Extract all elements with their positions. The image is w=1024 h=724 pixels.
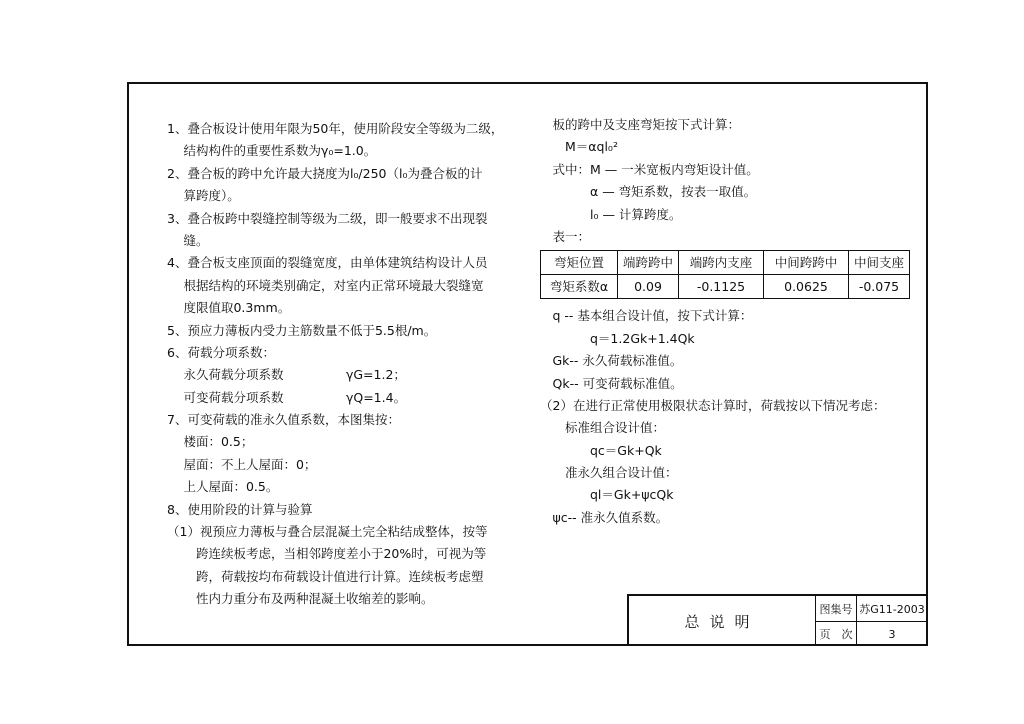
note-line: 上人屋面：0.5。: [167, 479, 279, 495]
note-line: 跨，荷载按均布荷载设计值进行计算。连续板考虑塑: [167, 568, 484, 584]
note-line: 2、叠合板的跨中允许最大挠度为l₀/250（l₀为叠合板的计: [167, 165, 483, 181]
note-line: 3、叠合板跨中裂缝控制等级为二级，即一般要求不出现裂: [167, 210, 488, 226]
note-line: （2）在进行正常使用极限状态计算时，荷载按以下情况考虑：: [540, 397, 886, 413]
table-cell: 0.09: [618, 275, 679, 299]
note-line: 式中：M — 一米宽板内弯矩设计值。: [540, 161, 759, 177]
table-header-cell: 端跨跨中: [618, 251, 679, 275]
note-line: ψc-- 准永久值系数。: [540, 509, 669, 525]
title-block: [627, 594, 927, 646]
note-line: qc＝Gk+Qk: [540, 442, 662, 458]
note-line: 跨连续板考虑，当相邻跨度差小于20%时，可视为等: [167, 546, 487, 562]
atlas-number-value: 苏G11-2003: [857, 596, 927, 622]
note-line: 度限值取0.3mm。: [167, 300, 291, 316]
table-header-cell: 中间支座: [849, 251, 910, 275]
note-line: 根据结构的环境类别确定，对室内正常环境最大裂缝宽: [167, 277, 484, 293]
table-header-cell: 端跨内支座: [679, 251, 764, 275]
note-line: 永久荷载分项系数 γG=1.2；: [167, 367, 406, 383]
note-line: Gk-- 永久荷载标准值。: [540, 353, 683, 369]
table-cell: 弯矩系数α: [541, 275, 618, 299]
table-header-row: [541, 251, 910, 275]
table-cell: 0.0625: [764, 275, 849, 299]
note-line: M＝αql₀²: [540, 139, 618, 155]
table-cell: -0.075: [849, 275, 910, 299]
note-line: 可变荷载分项系数 γQ=1.4。: [167, 389, 407, 405]
note-line: 缝。: [167, 232, 209, 248]
table-row: [541, 275, 910, 299]
note-line: α — 弯矩系数，按表一取值。: [540, 184, 757, 200]
note-line: 屋面：不上人屋面：0；: [167, 456, 317, 472]
note-line: 准永久组合设计值：: [540, 465, 678, 481]
page-number-label: 页 次: [816, 622, 857, 646]
notes-right-column: [540, 114, 910, 529]
note-line: 表一：: [540, 228, 591, 244]
atlas-number-label: 图集号: [816, 596, 857, 622]
note-line: 7、可变荷载的准永久值系数，本图集按：: [167, 412, 400, 428]
note-line: 楼面：0.5；: [167, 434, 254, 450]
table-header-cell: 中间跨跨中: [764, 251, 849, 275]
note-line: 标准组合设计值：: [540, 420, 666, 436]
note-line: 算跨度）。: [167, 188, 240, 204]
note-line: 1、叠合板设计使用年限为50年，使用阶段安全等级为二级，: [167, 121, 504, 136]
note-line: 性内力重分布及两种混凝土收缩差的影响。: [167, 591, 434, 607]
note-line: Qk-- 可变荷载标准值。: [540, 375, 683, 391]
note-line: l₀ — 计算跨度。: [540, 206, 682, 222]
note-line: q -- 基本组合设计值，按下式计算：: [540, 308, 753, 324]
note-line: 4、叠合板支座顶面的裂缝宽度，由单体建筑结构设计人员: [167, 255, 488, 271]
table-header-cell: 弯矩位置: [541, 251, 618, 275]
table-cell: -0.1125: [679, 275, 764, 299]
moment-coefficient-table: [540, 250, 910, 299]
note-line: ql＝Gk+ψcQk: [540, 487, 674, 503]
note-line: 板的跨中及支座弯矩按下式计算：: [540, 117, 741, 132]
note-line: q＝1.2Gk+1.4Qk: [540, 330, 695, 346]
note-line: 6、荷载分项系数：: [167, 344, 275, 360]
note-line: （1）视预应力薄板与叠合层混凝土完全粘结成整体，按等: [167, 524, 488, 540]
notes-left-column: [167, 118, 503, 611]
page-number-value: 3: [888, 627, 896, 641]
note-line: 5、预应力薄板内受力主筋数量不低于5.5根/m。: [167, 322, 437, 338]
note-line: 8、使用阶段的计算与验算: [167, 501, 313, 517]
drawing-title: 总说明: [629, 596, 816, 646]
note-line: 结构构件的重要性系数为γ₀=1.0。: [167, 143, 377, 159]
